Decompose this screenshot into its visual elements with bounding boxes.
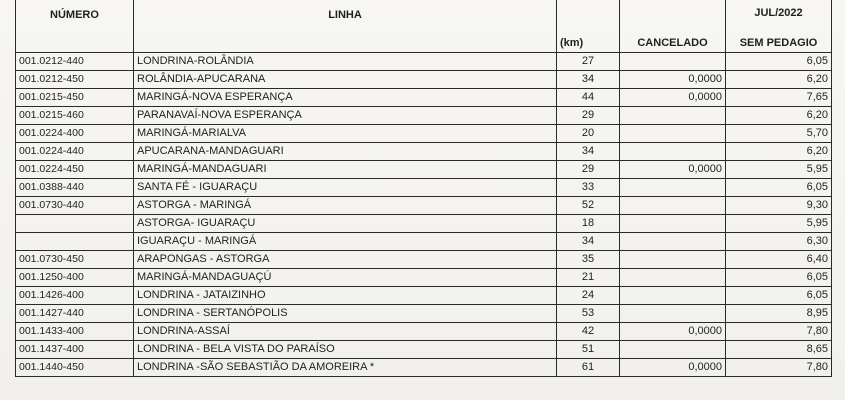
cell-numero: 001.1250-400: [16, 269, 134, 287]
table-row: [16, 89, 832, 107]
cell-numero: 001.0224-450: [16, 161, 134, 179]
cell-km: 21: [557, 269, 620, 287]
header-linha: LINHA: [134, 0, 557, 35]
table-row: [16, 233, 832, 251]
table-row: [16, 251, 832, 269]
cell-km: 24: [557, 287, 620, 305]
header-cancelado-top: [620, 0, 726, 35]
cell-linha: MARINGÁ-NOVA ESPERANÇA: [134, 89, 557, 107]
cell-cancelado: [620, 125, 726, 143]
cell-km: 53: [557, 305, 620, 323]
cell-numero: 001.0224-440: [16, 143, 134, 161]
header-numero: NÚMERO: [16, 0, 134, 35]
cell-numero: 001.0730-440: [16, 197, 134, 215]
cell-km: 29: [557, 107, 620, 125]
table-row: [16, 125, 832, 143]
table-row: [16, 197, 832, 215]
cell-linha: MARINGÁ-MARIALVA: [134, 125, 557, 143]
cell-linha: LONDRINA -SÃO SEBASTIÃO DA AMOREIRA *: [134, 359, 557, 377]
cell-linha: MARINGÁ-MANDAGUAÇÚ: [134, 269, 557, 287]
cell-numero: 001.1437-400: [16, 341, 134, 359]
cell-cancelado: 0,0000: [620, 161, 726, 179]
cell-km: 33: [557, 179, 620, 197]
cell-cancelado: [620, 287, 726, 305]
cell-cancelado: [620, 107, 726, 125]
cell-valor: 6,30: [726, 233, 832, 251]
header-period: JUL/2022: [726, 0, 832, 35]
cell-cancelado: [620, 215, 726, 233]
cell-linha: ASTORGA - MARINGÁ: [134, 197, 557, 215]
cell-valor: 6,20: [726, 71, 832, 89]
cell-km: 42: [557, 323, 620, 341]
header-cancelado: CANCELADO: [620, 35, 726, 53]
cell-linha: LONDRINA-ROLÂNDIA: [134, 53, 557, 71]
table-row: [16, 359, 832, 377]
cell-valor: 6,05: [726, 179, 832, 197]
table-row: [16, 287, 832, 305]
cell-linha: PARANAVAÍ-NOVA ESPERANÇA: [134, 107, 557, 125]
cell-cancelado: 0,0000: [620, 71, 726, 89]
cell-cancelado: [620, 233, 726, 251]
cell-cancelado: [620, 53, 726, 71]
cell-km: 27: [557, 53, 620, 71]
cell-linha: APUCARANA-MANDAGUARI: [134, 143, 557, 161]
cell-cancelado: [620, 179, 726, 197]
table-row: [16, 161, 832, 179]
cell-valor: 6,40: [726, 251, 832, 269]
cell-numero: [16, 233, 134, 251]
cell-km: 51: [557, 341, 620, 359]
cell-valor: 5,95: [726, 215, 832, 233]
fare-table: [15, 0, 832, 377]
cell-km: 34: [557, 233, 620, 251]
header-linha-bottom: [134, 35, 557, 53]
cell-numero: 001.0212-440: [16, 53, 134, 71]
cell-cancelado: 0,0000: [620, 359, 726, 377]
table-row: [16, 323, 832, 341]
cell-linha: LONDRINA - BELA VISTA DO PARAÍSO: [134, 341, 557, 359]
table-row: [16, 305, 832, 323]
cell-cancelado: [620, 197, 726, 215]
cell-cancelado: [620, 341, 726, 359]
table-row: [16, 269, 832, 287]
cell-cancelado: [620, 251, 726, 269]
header-sem-pedagio: SEM PEDAGIO: [726, 35, 832, 53]
header-km: (km): [557, 35, 620, 53]
cell-valor: 5,95: [726, 161, 832, 179]
cell-linha: SANTA FÉ - IGUARAÇU: [134, 179, 557, 197]
cell-numero: 001.1427-440: [16, 305, 134, 323]
table-body: [16, 53, 832, 377]
cell-cancelado: [620, 143, 726, 161]
cell-valor: 6,05: [726, 287, 832, 305]
cell-valor: 7,80: [726, 323, 832, 341]
cell-numero: 001.1440-450: [16, 359, 134, 377]
cell-linha: LONDRINA - JATAIZINHO: [134, 287, 557, 305]
header-numero-bottom: [16, 35, 134, 53]
cell-km: 29: [557, 161, 620, 179]
table-row: [16, 215, 832, 233]
cell-linha: ASTORGA- IGUARAÇU: [134, 215, 557, 233]
table-row: [16, 71, 832, 89]
cell-km: 52: [557, 197, 620, 215]
cell-valor: 9,30: [726, 197, 832, 215]
cell-numero: [16, 215, 134, 233]
cell-km: 44: [557, 89, 620, 107]
cell-linha: IGUARAÇU - MARINGÁ: [134, 233, 557, 251]
table-row: [16, 53, 832, 71]
cell-valor: 7,65: [726, 89, 832, 107]
cell-cancelado: [620, 305, 726, 323]
cell-cancelado: [620, 269, 726, 287]
cell-linha: ROLÂNDIA-APUCARANA: [134, 71, 557, 89]
cell-numero: 001.0388-440: [16, 179, 134, 197]
cell-numero: 001.0215-460: [16, 107, 134, 125]
cell-linha: MARINGÁ-MANDAGUARI: [134, 161, 557, 179]
cell-valor: 8,65: [726, 341, 832, 359]
cell-linha: LONDRINA - SERTANÓPOLIS: [134, 305, 557, 323]
cell-km: 20: [557, 125, 620, 143]
header-km-top: [557, 0, 620, 35]
cell-km: 18: [557, 215, 620, 233]
table-row: [16, 143, 832, 161]
cell-numero: 001.0224-400: [16, 125, 134, 143]
cell-valor: 6,20: [726, 143, 832, 161]
cell-km: 35: [557, 251, 620, 269]
cell-numero: 001.1433-400: [16, 323, 134, 341]
table-row: [16, 179, 832, 197]
table-header: [16, 0, 832, 53]
table-row: [16, 341, 832, 359]
cell-valor: 7,80: [726, 359, 832, 377]
cell-valor: 6,20: [726, 107, 832, 125]
cell-km: 34: [557, 143, 620, 161]
cell-valor: 6,05: [726, 269, 832, 287]
cell-valor: 6,05: [726, 53, 832, 71]
cell-numero: 001.0730-450: [16, 251, 134, 269]
cell-numero: 001.1426-400: [16, 287, 134, 305]
cell-cancelado: 0,0000: [620, 89, 726, 107]
table-row: [16, 107, 832, 125]
cell-km: 34: [557, 71, 620, 89]
cell-linha: LONDRINA-ASSAÍ: [134, 323, 557, 341]
cell-numero: 001.0215-450: [16, 89, 134, 107]
cell-valor: 8,95: [726, 305, 832, 323]
cell-numero: 001.0212-450: [16, 71, 134, 89]
cell-valor: 5,70: [726, 125, 832, 143]
cell-cancelado: 0,0000: [620, 323, 726, 341]
cell-km: 61: [557, 359, 620, 377]
cell-linha: ARAPONGAS - ASTORGA: [134, 251, 557, 269]
